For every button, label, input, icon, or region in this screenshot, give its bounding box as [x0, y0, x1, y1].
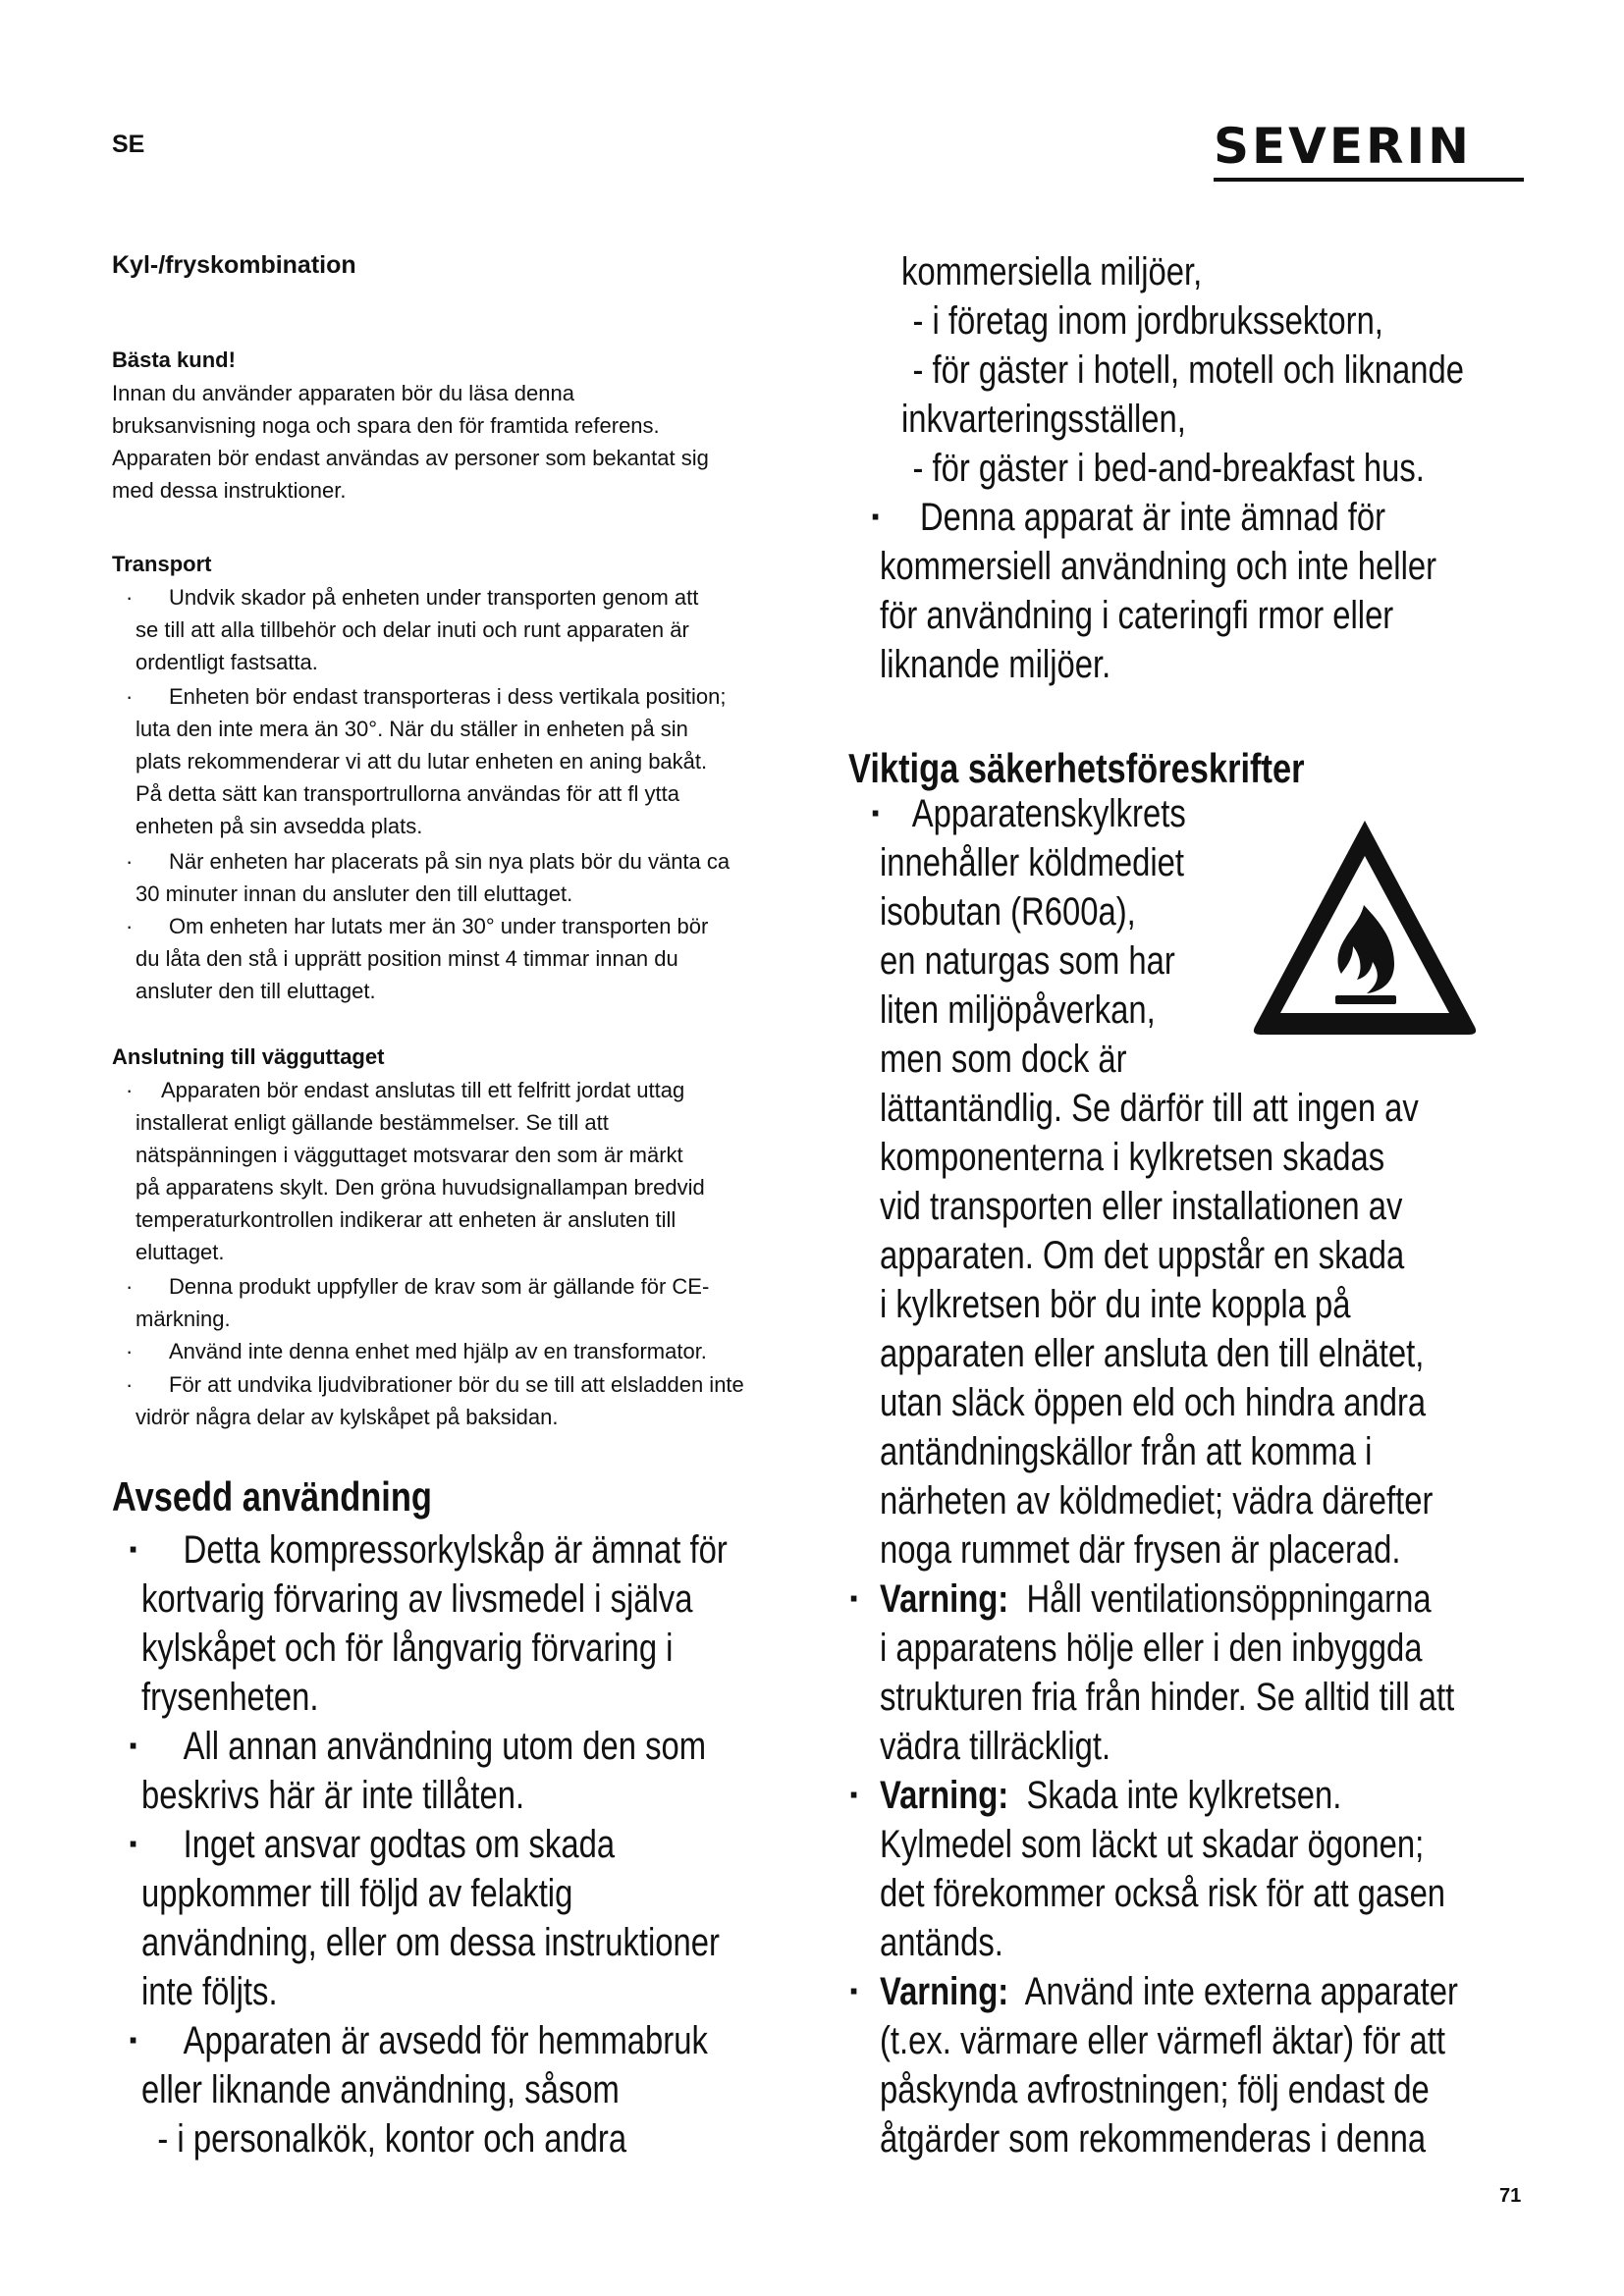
bullet: · — [126, 914, 134, 938]
bullet: · — [848, 1774, 862, 1817]
not-intended-item: Denna apparat är inte ämnad för kommersiell användning och inte heller för användning i cateringfi rmor eller liknande miljöer. — [880, 496, 1437, 686]
intro-paragraph — [112, 377, 709, 507]
page-number: 71 — [1499, 2185, 1522, 2207]
connection-item: · Använd inte denna enhet med hjälp av en transformator. — [126, 1335, 707, 1367]
intro-line: Apparaten bör endast användas av personer som bekantat sig — [112, 446, 709, 470]
intended-use-item: Inget ansvar godtas om skada uppkommer till följd av felaktig användning, eller om dessa instruktioner inte följts. — [141, 1823, 720, 2013]
intended-use-item: All annan användning utom den som beskrivs här är inte tillåten. — [141, 1725, 707, 1817]
intended-use-heading: Avsedd användning — [112, 1473, 432, 1520]
brand-underline — [1214, 178, 1524, 182]
bullet: · — [126, 684, 134, 709]
connection-item: · Apparaten bör endast anslutas till ett felfritt jordat uttag installerat enligt gällande bestämmelser. Se till att nätspänningen i vägguttaget motsvarar den som är märkt på apparatens skylt. Den gröna huvudsignallampan bredvid temperaturkontrollen indikerar att enheten är ansluten till eluttaget. — [126, 1074, 705, 1268]
transport-item: · När enheten har placerats på sin nya plats bör du vänta ca 30 minuter innan du ansluter den till eluttaget. — [126, 845, 730, 910]
bullet: · — [126, 585, 134, 610]
refrigerant-item: Apparatenskylkrets innehåller köldmediet isobutan (R600a), en naturgas som har liten miljöpåverkan, men som dock är lättantändlig. Se därför till att ingen av komponenterna i kylkretsen skadas vid transporten eller installationen av apparaten. Om det uppstår en skada i kylkretsen bör du inte koppla på apparaten eller ansluta den till elnätet, utan släck öppen eld och hindra andra antändningskällor från att komma i närheten av köldmediet; vädra därefter noga rummet där frysen är placerad. — [880, 792, 1434, 1572]
greeting-heading: Bästa kund! — [112, 347, 236, 372]
intended-use-item: Detta kompressorkylskåp är ämnat för kortvarig förvaring av livsmedel i själva kylskåpet och för långvarig förvaring i frysenheten. — [141, 1528, 728, 1719]
intended-use-continuation: kommersiella miljöer, - i företag inom jordbrukssektorn, - för gäster i hotell, motell och liknande inkvarteringsställen, - för gäster i bed-and-breakfast hus. — [901, 250, 1465, 490]
brand-wordmark: SEVERIN — [1214, 118, 1472, 175]
bullet: · — [848, 1970, 862, 2013]
warning-item: Varning: Håll ventilationsöppningarna i apparatens hölje eller i den inbyggda strukturen fria från hinder. Se alltid till att vädra tillräckligt. — [880, 1577, 1455, 1768]
bullet: · — [128, 1528, 141, 1572]
bullet: · — [126, 1078, 134, 1102]
transport-heading: Transport — [112, 552, 212, 576]
warning-label: Varning: — [880, 1970, 1009, 2013]
warning-item: Varning: Använd inte externa apparater (t.ex. värmare eller värmefl äktar) för att påskynda avfrostningen; följ endast de åtgärder som rekommenderas i denna — [880, 1970, 1458, 2161]
bullet: · — [126, 849, 134, 874]
connection-item: · Denna produkt uppfyller de krav som är gällande för CE- märkning. — [126, 1270, 709, 1335]
intro-line: med dessa instruktioner. — [112, 478, 347, 503]
bullet: · — [128, 2019, 141, 2062]
bullet: · — [126, 1274, 134, 1299]
warning-label: Varning: — [880, 1577, 1009, 1621]
bullet: · — [128, 1823, 141, 1866]
connection-heading: Anslutning till vägguttaget — [112, 1044, 385, 1069]
bullet: · — [870, 496, 884, 539]
bullet: · — [870, 792, 884, 835]
document-title: Kyl-/fryskombination — [112, 251, 356, 279]
warning-item: Varning: Skada inte kylkretsen. Kylmedel som läckt ut skadar ögonen; det förekommer också risk för att gasen antänds. — [880, 1774, 1446, 1964]
intro-line: bruksanvisning noga och spara den för framtida referens. — [112, 413, 660, 438]
language-code: SE — [112, 131, 145, 158]
bullet: · — [128, 1725, 141, 1768]
bullet: · — [848, 1577, 862, 1621]
transport-item: · Om enheten har lutats mer än 30° under transporten bör du låta den stå i upprätt position minst 4 timmar innan du ansluter den till eluttaget. — [126, 910, 708, 1007]
bullet: · — [126, 1372, 134, 1397]
transport-item: · Undvik skador på enheten under transporten genom att se till att alla tillbehör och delar inuti och runt apparaten är ordentligt fastsatta. — [126, 581, 698, 678]
safety-heading: Viktiga säkerhetsföreskrifter — [848, 745, 1305, 791]
intended-use-item: Apparaten är avsedd för hemmabruk eller liknande användning, såsom - i personalkök, kontor och andra — [141, 2019, 708, 2161]
brand-logo — [1214, 118, 1524, 182]
warning-label: Varning: — [880, 1774, 1009, 1817]
transport-item: · Enheten bör endast transporteras i dess vertikala position; luta den inte mera än 30°. När du ställer in enheten på sin plats rekommenderar vi att du lutar enheten en aning bakåt. På detta sätt kan transportrullorna användas för att fl ytta enheten på sin avsedda plats. — [126, 680, 726, 842]
bullet: · — [126, 1339, 134, 1363]
connection-item: · För att undvika ljudvibrationer bör du se till att elsladden inte vidrör några delar av kylskåpet på baksidan. — [126, 1368, 744, 1433]
flammable-warning-icon — [1247, 809, 1483, 1044]
intro-line: Innan du använder apparaten bör du läsa denna — [112, 381, 574, 405]
